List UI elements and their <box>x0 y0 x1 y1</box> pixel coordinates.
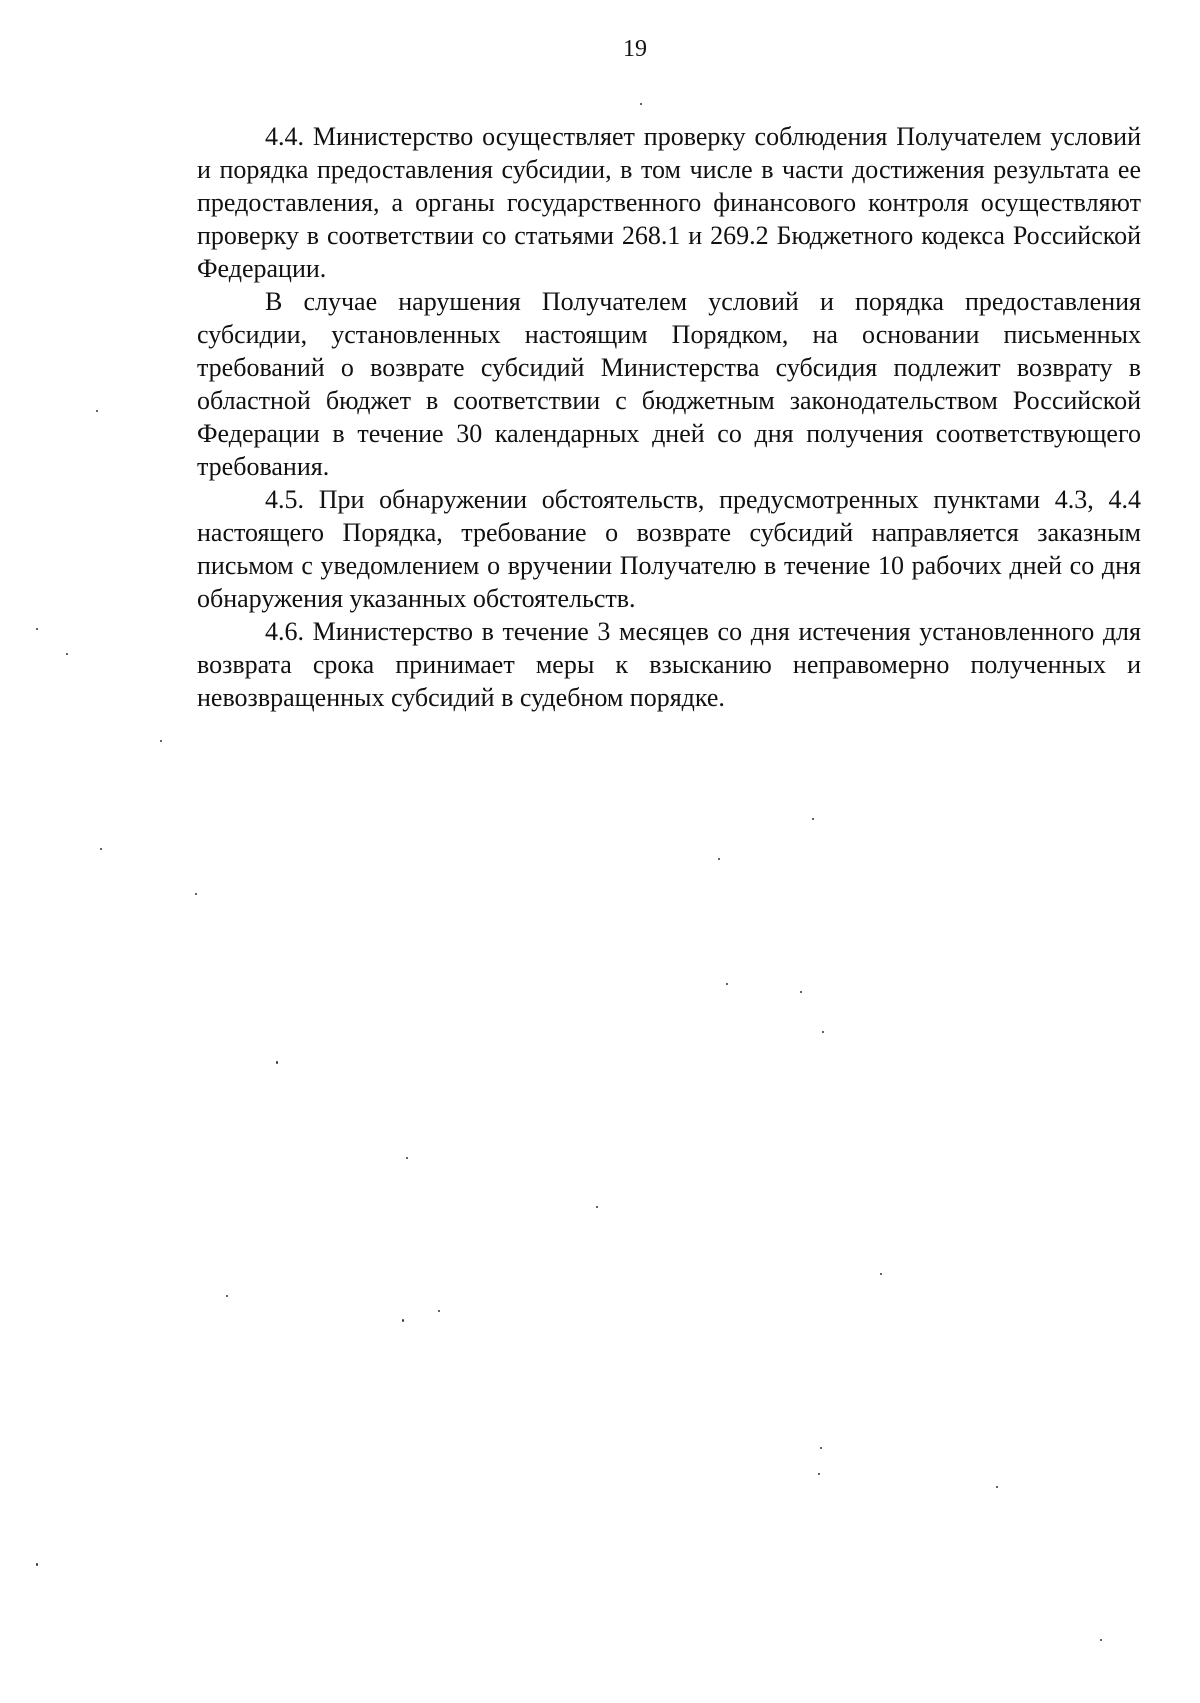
paragraph-4-4: 4.4. Министерство осуществляет проверку соблюдения Получателем условий и порядка предоставления субсидии, в том числе в части достижения результата ее предоставления, а органы государственного финансового контроля осуществляют проверку в соответствии со статьями 268.1 и 269.2 Бюджетного кодекса Российской Федерации. <box>197 122 1141 283</box>
paragraph-4-5: 4.5. При обнаружении обстоятельств, предусмотренных пунктами 4.3, 4.4 настоящего Порядка, требование о возврате субсидий направляется заказным письмом с уведомлением о вручении Получателю в течение 10 рабочих дней со дня обнаружения указанных обстоятельств. <box>197 485 1141 613</box>
paragraph-4-6: 4.6. Министерство в течение 3 месяцев со дня истечения установленного для возврата срока принимает меры к взысканию неправомерно полученных и невозвращенных субсидий в судебном порядке. <box>197 617 1141 712</box>
scan-speck <box>100 848 102 850</box>
scan-speck <box>406 1157 408 1159</box>
scan-speck <box>880 1273 882 1275</box>
page-number: 19 <box>623 36 647 62</box>
scan-speck <box>820 1447 822 1449</box>
document-body <box>197 120 1141 714</box>
scan-speck <box>718 858 720 860</box>
scan-speck <box>276 1061 278 1064</box>
scan-speck <box>812 818 814 820</box>
paragraph-4-4-violation: В случае нарушения Получателем условий и порядка предоставления субсидии, установленных настоящим Порядком, на основании письменных требований о возврате субсидий Министерства субсидия подлежит возврату в областной бюджет в соответствии с бюджетным законодательством Российской Федерации в течение 30 календарных дней со дня получения соответствующего требования. <box>197 287 1141 481</box>
scan-speck <box>1100 1639 1102 1641</box>
scan-speck <box>640 103 642 105</box>
scan-speck <box>66 653 68 655</box>
scan-speck <box>160 740 162 742</box>
scan-speck <box>402 1319 404 1322</box>
scan-speck <box>226 1295 228 1297</box>
scan-speck <box>818 1473 820 1475</box>
scan-speck <box>596 1206 598 1208</box>
scan-speck <box>438 1310 440 1312</box>
scan-speck <box>800 991 802 993</box>
scan-speck <box>36 628 38 630</box>
scan-speck <box>36 1563 38 1566</box>
scan-speck <box>822 1031 824 1033</box>
scan-speck <box>726 983 728 985</box>
scan-speck <box>195 893 197 895</box>
scan-speck <box>96 410 98 412</box>
scan-speck <box>996 1486 998 1488</box>
